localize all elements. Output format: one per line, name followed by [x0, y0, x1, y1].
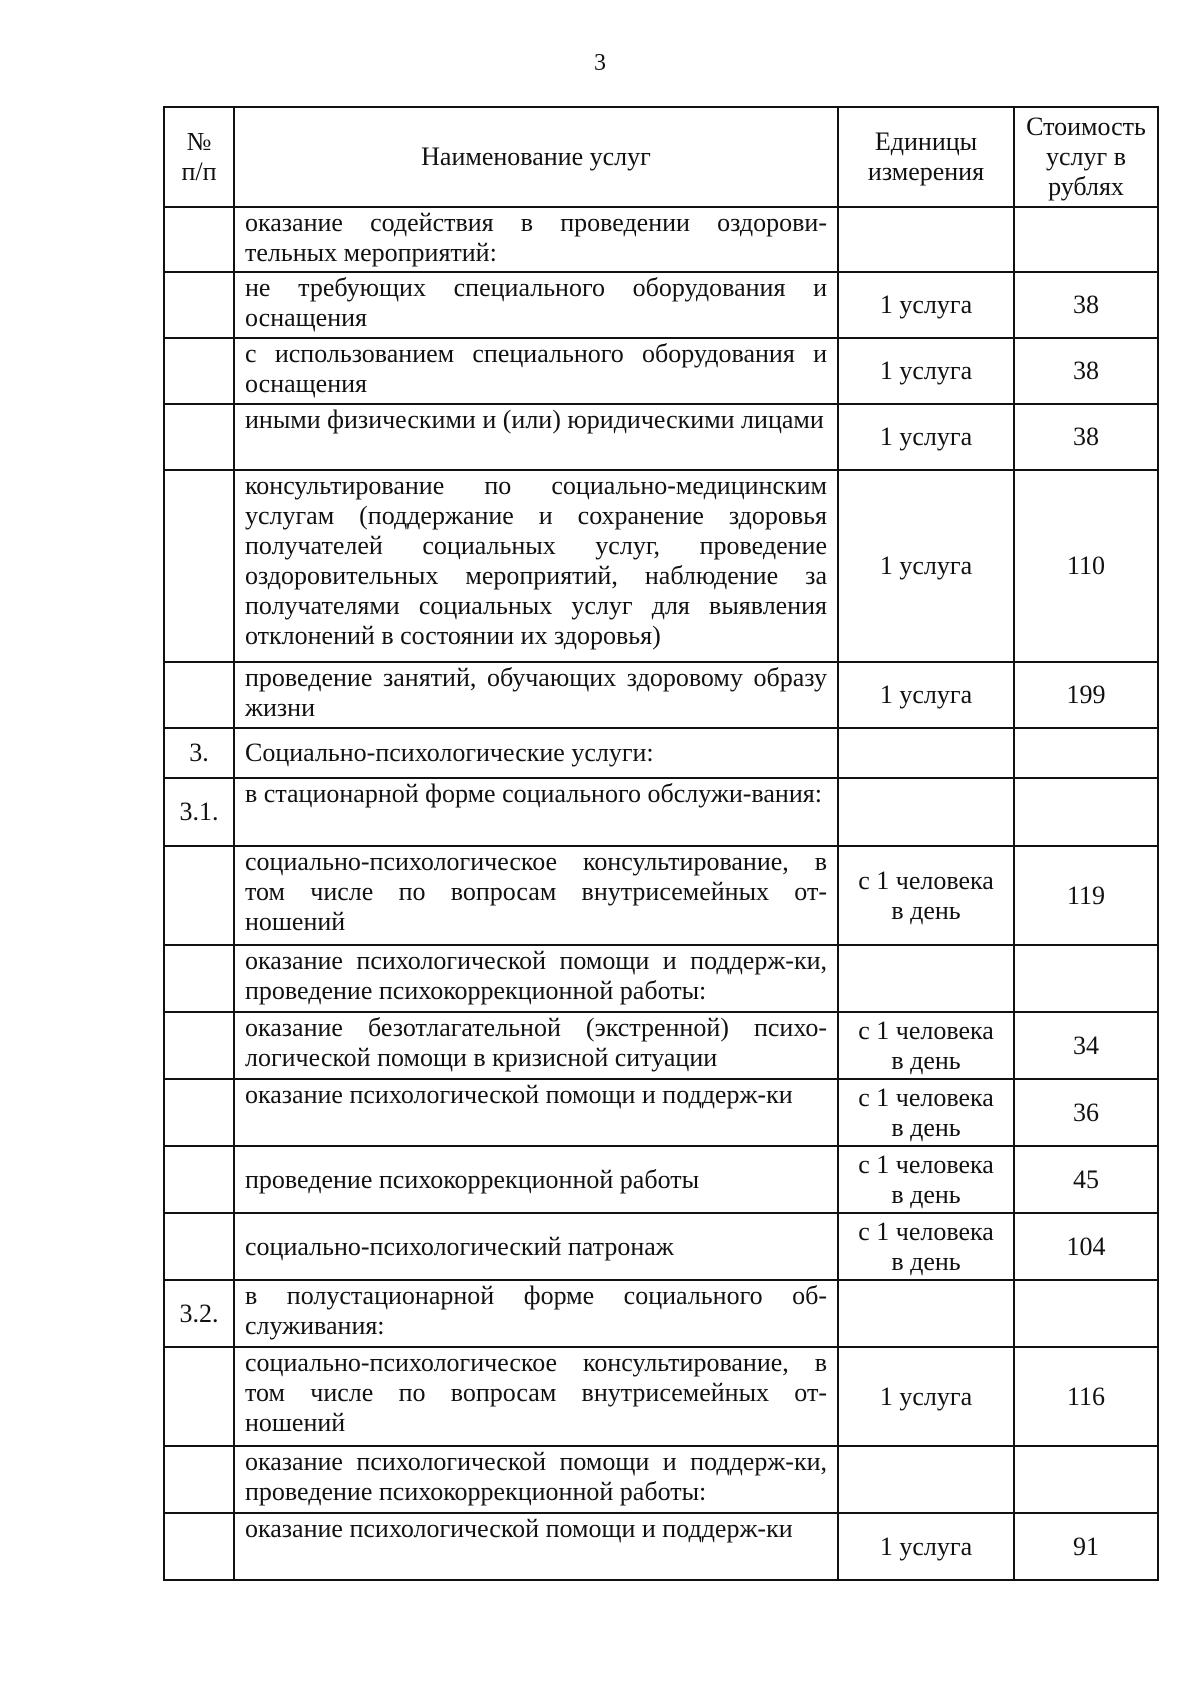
row-unit: 1 услуга [838, 1513, 1014, 1580]
row-unit [838, 778, 1014, 846]
row-cost: 34 [1014, 1012, 1158, 1079]
row-service-name: проведение занятий, обучающих здоровому образу жизни [234, 662, 838, 728]
section-title: Социально-психологические услуги: [234, 728, 838, 778]
row-unit: с 1 человека в день [838, 846, 1014, 945]
table-row [164, 1012, 1158, 1079]
table-row [164, 1347, 1158, 1446]
row-cost [1014, 1280, 1158, 1347]
row-unit [838, 728, 1014, 778]
table-row [164, 338, 1158, 404]
row-cost: 119 [1014, 846, 1158, 945]
table-row [164, 846, 1158, 945]
row-cost: 45 [1014, 1146, 1158, 1213]
table-row [164, 272, 1158, 338]
row-cost: 36 [1014, 1079, 1158, 1146]
row-number: 3.2. [164, 1280, 234, 1347]
services-price-table [163, 106, 1159, 1581]
subsection-row [164, 778, 1158, 846]
row-service-name: с использованием специального оборудования и оснащения [234, 338, 838, 404]
row-unit: с 1 человека в день [838, 1012, 1014, 1079]
table-header-row [164, 107, 1158, 207]
row-service-name: оказание психологической помощи и поддерж-ки, проведение психокоррекционной работы: [234, 945, 838, 1012]
row-cost [1014, 1446, 1158, 1513]
row-unit [838, 945, 1014, 1012]
row-cost [1014, 778, 1158, 846]
table-row [164, 207, 1158, 272]
row-unit [838, 1446, 1014, 1513]
table-row [164, 1146, 1158, 1213]
row-cost: 110 [1014, 470, 1158, 662]
row-number [164, 338, 234, 404]
row-service-name: оказание психологической помощи и поддерж-ки, проведение психокоррекционной работы: [234, 1446, 838, 1513]
row-cost: 116 [1014, 1347, 1158, 1446]
table-row [164, 1079, 1158, 1146]
row-cost: 199 [1014, 662, 1158, 728]
row-cost: 104 [1014, 1213, 1158, 1280]
row-service-name: консультирование по социально-медицинским услугам (поддержание и сохранение здоровья получателей социальных услуг, проведение оздоровительных мероприятий, наблюдение за получателями социальных услуг для выявления отклонений в состоянии их здоровья) [234, 470, 838, 662]
row-number [164, 1079, 234, 1146]
row-number [164, 1446, 234, 1513]
header-unit: Единицы измерения [838, 107, 1014, 207]
table-row [164, 1213, 1158, 1280]
row-unit [838, 1280, 1014, 1347]
row-service-name: социально-психологическое консультирование, в том числе по вопросам внутрисемейных от-ношений [234, 1347, 838, 1446]
page-number: 3 [594, 50, 606, 76]
row-number: 3.1. [164, 778, 234, 846]
row-unit: 1 услуга [838, 470, 1014, 662]
row-unit: с 1 человека в день [838, 1146, 1014, 1213]
row-service-name: оказание содействия в проведении оздорови-тельных мероприятий: [234, 207, 838, 272]
table-row [164, 404, 1158, 470]
row-service-name: оказание безотлагательной (экстренной) психо-логической помощи в кризисной ситуации [234, 1012, 838, 1079]
subsection-title: в полустационарной форме социального об-служивания: [234, 1280, 838, 1347]
row-cost: 38 [1014, 272, 1158, 338]
row-service-name: оказание психологической помощи и поддерж-ки [234, 1079, 838, 1146]
row-cost: 38 [1014, 338, 1158, 404]
row-number [164, 945, 234, 1012]
row-unit: с 1 человека в день [838, 1213, 1014, 1280]
row-unit: 1 услуга [838, 1347, 1014, 1446]
row-cost [1014, 945, 1158, 1012]
table-row [164, 470, 1158, 662]
row-service-name: иными физическими и (или) юридическими лицами [234, 404, 838, 470]
header-number: № п/п [164, 107, 234, 207]
section-row [164, 728, 1158, 778]
subsection-title: в стационарной форме социального обслужи-вания: [234, 778, 838, 846]
row-service-name: не требующих специального оборудования и оснащения [234, 272, 838, 338]
row-number [164, 207, 234, 272]
row-unit: 1 услуга [838, 272, 1014, 338]
row-unit: 1 услуга [838, 662, 1014, 728]
table-row [164, 662, 1158, 728]
row-cost: 38 [1014, 404, 1158, 470]
row-service-name: проведение психокоррекционной работы [234, 1146, 838, 1213]
table-row [164, 1513, 1158, 1580]
row-number [164, 272, 234, 338]
subsection-row [164, 1280, 1158, 1347]
table-row [164, 1446, 1158, 1513]
row-number [164, 662, 234, 728]
row-number [164, 1213, 234, 1280]
row-number [164, 846, 234, 945]
row-cost [1014, 728, 1158, 778]
row-service-name: социально-психологическое консультирование, в том числе по вопросам внутрисемейных от-ношений [234, 846, 838, 945]
row-number [164, 470, 234, 662]
row-service-name: оказание психологической помощи и поддерж-ки [234, 1513, 838, 1580]
row-number [164, 1513, 234, 1580]
row-number: 3. [164, 728, 234, 778]
header-service-name: Наименование услуг [234, 107, 838, 207]
row-unit [838, 207, 1014, 272]
row-unit: 1 услуга [838, 404, 1014, 470]
header-cost: Стоимость услуг в рублях [1014, 107, 1158, 207]
row-number [164, 1347, 234, 1446]
row-service-name: социально-психологический патронаж [234, 1213, 838, 1280]
row-number [164, 404, 234, 470]
row-number [164, 1146, 234, 1213]
row-number [164, 1012, 234, 1079]
row-cost [1014, 207, 1158, 272]
table-row [164, 945, 1158, 1012]
row-unit: с 1 человека в день [838, 1079, 1014, 1146]
row-cost: 91 [1014, 1513, 1158, 1580]
row-unit: 1 услуга [838, 338, 1014, 404]
